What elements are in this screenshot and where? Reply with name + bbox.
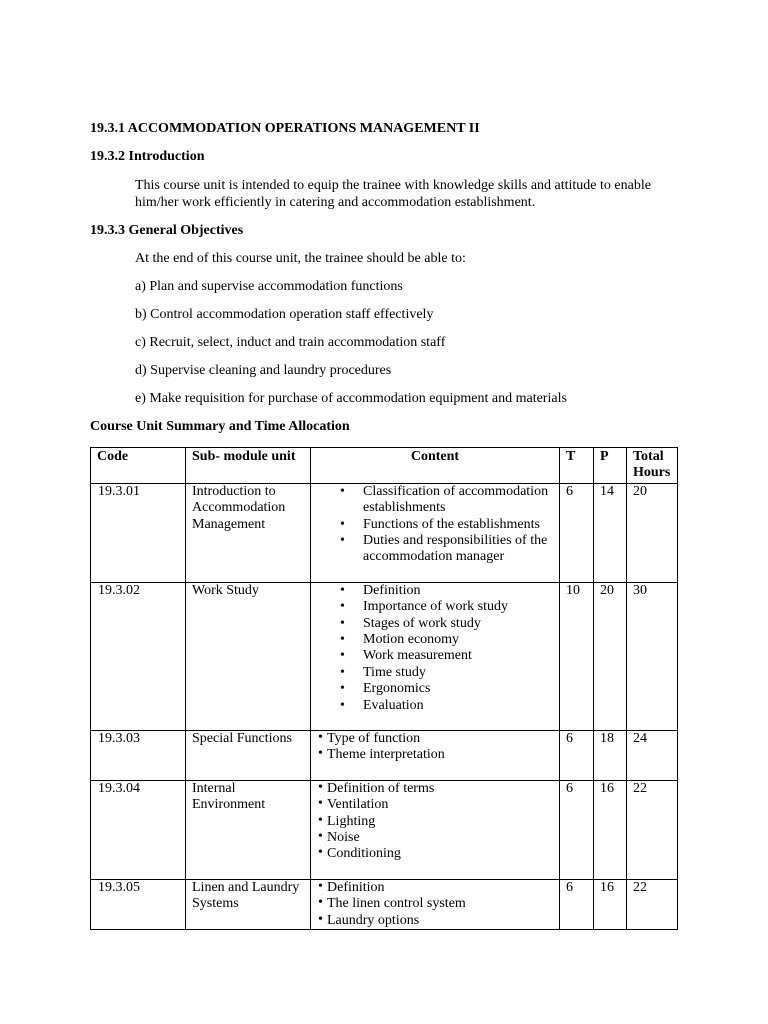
content-bullet: • Duties and responsibilities of the accommodation manager (363, 533, 553, 566)
row-practical-hours: 16 (594, 780, 627, 879)
table-row (91, 582, 678, 730)
row-content (311, 582, 560, 730)
row-submodule: Work Study (186, 582, 311, 730)
row-submodule: Linen and Laundry Systems (186, 879, 311, 929)
row-code: 19.3.05 (91, 879, 186, 929)
row-theory-hours: 10 (560, 582, 594, 730)
column-header-content: Content (311, 448, 560, 484)
content-bullet: • Lighting (317, 814, 553, 830)
row-code: 19.3.04 (91, 780, 186, 879)
table-row (91, 730, 678, 780)
document-title: 19.3.1 ACCOMMODATION OPERATIONS MANAGEMENT II (90, 121, 480, 136)
general-objectives-heading: 19.3.3 General Objectives (90, 223, 244, 238)
row-content (311, 780, 560, 879)
content-bullet: • Conditioning (317, 846, 553, 862)
row-submodule: Special Functions (186, 730, 311, 780)
row-submodule: Internal Environment (186, 780, 311, 879)
introduction-heading: 19.3.2 Introduction (90, 149, 205, 164)
row-total-hours: 22 (627, 780, 678, 879)
row-theory-hours: 6 (560, 879, 594, 929)
row-total-hours: 30 (627, 582, 678, 730)
objective-item: e) Make requisition for purchase of accommodation equipment and materials (135, 391, 567, 406)
introduction-line-1: This course unit is intended to equip the trainee with knowledge skills and attitude to enable (135, 178, 651, 193)
column-header-submodule: Sub- module unit (186, 448, 311, 484)
content-bullet: • Theme interpretation (317, 747, 553, 763)
row-content (311, 730, 560, 780)
content-bullet: • Laundry options (317, 913, 553, 929)
row-code: 19.3.03 (91, 730, 186, 780)
content-bullet: • Definition of terms (317, 781, 553, 797)
row-submodule: Introduction to Accommodation Management (186, 483, 311, 582)
row-theory-hours: 6 (560, 730, 594, 780)
summary-heading: Course Unit Summary and Time Allocation (90, 419, 350, 434)
content-bullet: • Importance of work study (363, 599, 553, 615)
content-bullet: • The linen control system (317, 896, 553, 912)
row-practical-hours: 18 (594, 730, 627, 780)
objective-item: a) Plan and supervise accommodation functions (135, 279, 403, 294)
row-practical-hours: 16 (594, 879, 627, 929)
row-total-hours: 24 (627, 730, 678, 780)
content-bullet: • Functions of the establishments (363, 517, 553, 533)
content-bullet: • Classification of accommodation establishments (363, 484, 553, 517)
row-theory-hours: 6 (560, 780, 594, 879)
content-bullet: • Ventilation (317, 797, 553, 813)
table-header-row (91, 448, 678, 484)
content-bullet: • Type of function (317, 731, 553, 747)
objective-item: d) Supervise cleaning and laundry procedures (135, 363, 392, 378)
row-content (311, 879, 560, 929)
row-practical-hours: 20 (594, 582, 627, 730)
row-code: 19.3.01 (91, 483, 186, 582)
row-code: 19.3.02 (91, 582, 186, 730)
row-total-hours: 20 (627, 483, 678, 582)
column-header-code: Code (91, 448, 186, 484)
content-bullet: • Ergonomics (363, 681, 553, 697)
content-bullet: • Work measurement (363, 648, 553, 664)
content-bullet: • Stages of work study (363, 616, 553, 632)
content-bullet: • Time study (363, 665, 553, 681)
row-practical-hours: 14 (594, 483, 627, 582)
content-bullet: • Motion economy (363, 632, 553, 648)
column-header-p: P (594, 448, 627, 484)
course-summary-table (90, 447, 678, 930)
objective-item: c) Recruit, select, induct and train accommodation staff (135, 335, 446, 350)
row-content (311, 483, 560, 582)
column-header-total: Total Hours (627, 448, 678, 484)
objectives-lead: At the end of this course unit, the trainee should be able to: (135, 251, 466, 266)
content-bullet: • Definition (317, 880, 553, 896)
table-row (91, 483, 678, 582)
table-row (91, 780, 678, 879)
column-header-t: T (560, 448, 594, 484)
content-bullet: • Definition (363, 583, 553, 599)
introduction-line-2: him/her work efficiently in catering and accommodation establishment. (135, 195, 536, 210)
row-theory-hours: 6 (560, 483, 594, 582)
content-bullet: • Noise (317, 830, 553, 846)
objective-item: b) Control accommodation operation staff effectively (135, 307, 434, 322)
row-total-hours: 22 (627, 879, 678, 929)
table-row (91, 879, 678, 929)
content-bullet: • Evaluation (363, 698, 553, 714)
